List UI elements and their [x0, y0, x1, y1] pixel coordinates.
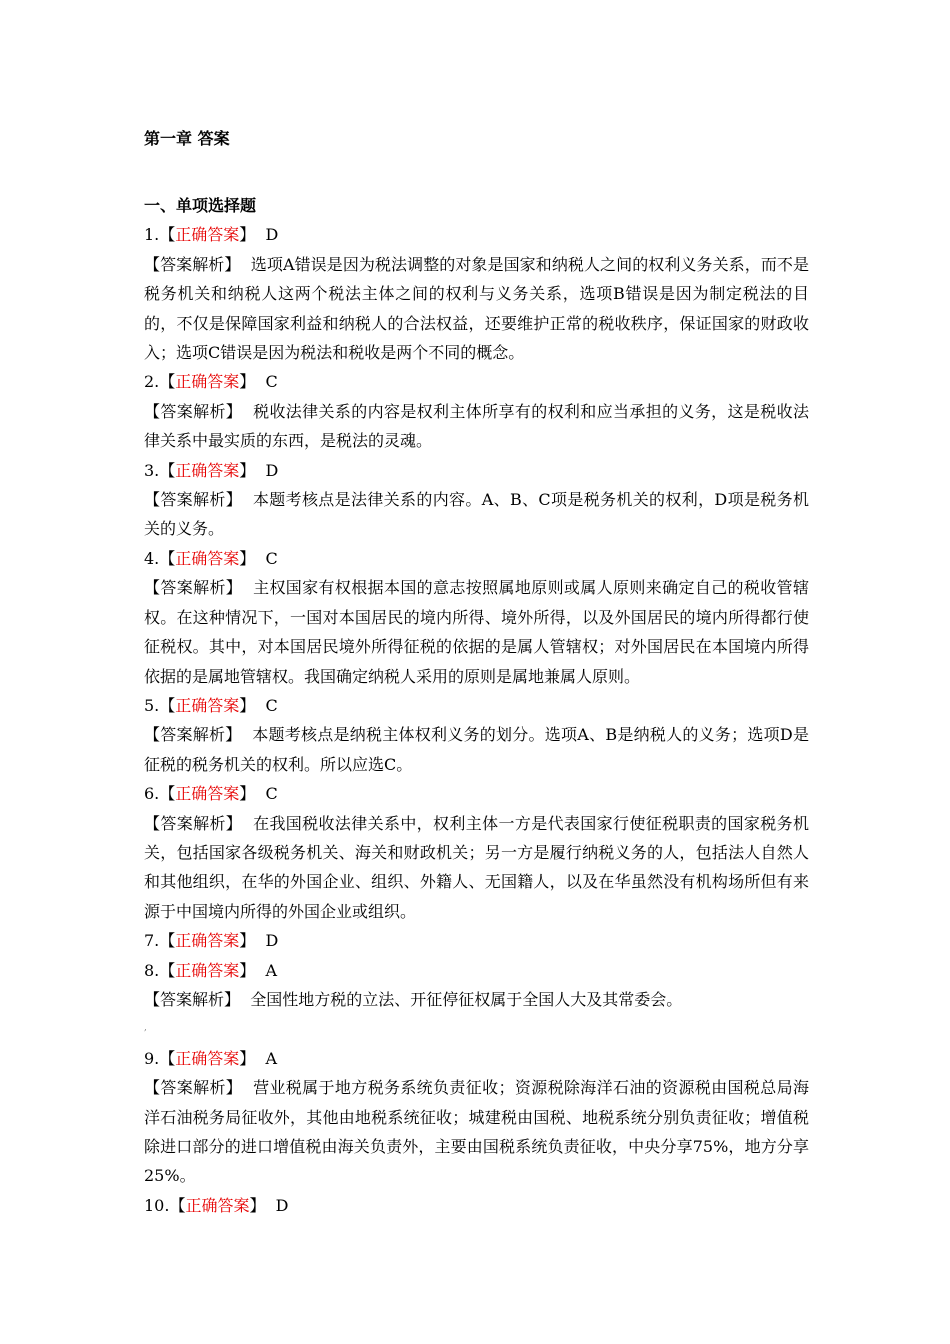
answer-label: 正确答案: [175, 460, 240, 480]
question-number: 1.: [144, 225, 160, 245]
answer-list: [144, 220, 809, 1220]
answer-value: C: [265, 372, 278, 392]
analysis-label: 【答案解析】: [144, 725, 242, 745]
section-title: 一、单项选择题: [144, 196, 257, 215]
answer-label: 正确答案: [175, 1048, 240, 1068]
analysis-text: 本题考核点是法律关系的内容。A、B、C项是税务机关的权利，D项是税务机关的义务。: [144, 490, 809, 539]
chapter-title: 第一章 答案: [144, 129, 230, 148]
answer-label: 正确答案: [175, 931, 240, 951]
analysis-text: 税收法律关系的内容是权利主体所享有的权利和应当承担的义务，这是税收法律关系中最实质的东西，是税法的灵魂。: [144, 401, 809, 451]
bracket-open: 【: [159, 460, 176, 480]
answer-line: [144, 544, 809, 573]
question-number: 9.: [144, 1048, 160, 1068]
answer-value: D: [265, 931, 279, 951]
stray-mark: ,: [144, 1023, 147, 1034]
question-number: 5.: [144, 695, 160, 715]
analysis-label: 【答案解析】: [144, 254, 241, 274]
bracket-open: 【: [159, 695, 176, 715]
analysis-text: 全国性地方税的立法、开征停征权属于全国人大及其常委会。: [250, 989, 683, 1009]
answer-line: [144, 779, 809, 808]
bracket-close: 】: [249, 1195, 266, 1215]
bracket-close: 】: [239, 960, 256, 980]
bracket-open: 【: [159, 1048, 176, 1068]
document-page: [144, 126, 809, 1220]
bracket-close: 】: [239, 460, 256, 480]
answer-value: A: [265, 1048, 278, 1068]
bracket-open: 【: [159, 931, 176, 951]
answer-line: [144, 926, 809, 955]
analysis-label: 【答案解析】: [144, 578, 243, 598]
question-number: 2.: [144, 372, 160, 392]
answer-value: D: [265, 460, 279, 480]
answer-label: 正确答案: [185, 1195, 250, 1215]
question-number: 3.: [144, 460, 160, 480]
bracket-close: 】: [239, 1048, 256, 1068]
answer-value: C: [265, 784, 278, 804]
analysis-text: 营业税属于地方税务系统负责征收；资源税除海洋石油的资源税由国税总局海洋石油税务局征收外，其他由地税系统征收；城建税由国税、地税系统分别负责征收；增值税除进口部分的进口增值税由海关负责外，主要由国税系统负责征收，中央分享75%，地方分享25%。: [144, 1078, 809, 1186]
answer-label: 正确答案: [175, 372, 240, 392]
answer-line: [144, 691, 809, 720]
answer-value: A: [265, 960, 278, 980]
answer-label: 正确答案: [175, 225, 240, 245]
answer-line: [144, 367, 809, 396]
analysis-paragraph: [144, 720, 809, 779]
question-number: 6.: [144, 784, 160, 804]
bracket-open: 【: [159, 225, 176, 245]
answer-value: C: [265, 695, 278, 715]
bracket-close: 】: [239, 548, 256, 568]
bracket-open: 【: [169, 1195, 186, 1215]
question-number: 8.: [144, 960, 160, 980]
answer-line: [144, 220, 809, 249]
answer-label: 正确答案: [175, 695, 240, 715]
analysis-label: 【答案解析】: [144, 401, 243, 421]
analysis-label: 【答案解析】: [144, 813, 243, 833]
analysis-paragraph: [144, 985, 809, 1014]
answer-line: [144, 456, 809, 485]
bracket-open: 【: [159, 372, 176, 392]
analysis-text: 本题考核点是纳税主体权利义务的划分。选项A、B是纳税人的义务；选项D是征税的税务机关的权利。所以应选C。: [144, 725, 809, 774]
analysis-label: 【答案解析】: [144, 989, 241, 1009]
bracket-close: 】: [239, 695, 256, 715]
analysis-text: 在我国税收法律关系中，权利主体一方是代表国家行使征税职责的国家税务机关，包括国家各级税务机关、海关和财政机关；另一方是履行纳税义务的人，包括法人自然人和其他组织，在华的外国企业、组织、外籍人、无国籍人，以及在华虽然没有机构场所但有来源于中国境内所得的外国企业或组织。: [144, 813, 809, 921]
bracket-close: 】: [239, 372, 256, 392]
analysis-label: 【答案解析】: [144, 1078, 243, 1098]
answer-line: [144, 956, 809, 985]
answer-line: [144, 1191, 809, 1220]
bracket-close: 】: [239, 931, 256, 951]
answer-label: 正确答案: [175, 784, 240, 804]
analysis-paragraph: [144, 573, 809, 691]
analysis-paragraph: [144, 1073, 809, 1191]
analysis-paragraph: [144, 250, 809, 368]
answer-label: 正确答案: [175, 548, 240, 568]
analysis-paragraph: [144, 485, 809, 544]
question-number: 4.: [144, 548, 160, 568]
analysis-paragraph: [144, 397, 809, 456]
answer-label: 正确答案: [175, 960, 240, 980]
analysis-text: 主权国家有权根据本国的意志按照属地原则或属人原则来确定自己的税收管辖权。在这种情况下，一国对本国居民的境内所得、境外所得，以及外国居民的境内所得都行使征税权。其中，对本国居民境外所得征税的依据的是属人管辖权；对外国居民在本国境内所得依据的是属地管辖权。我国确定纳税人采用的原则是属地兼属人原则。: [144, 578, 809, 686]
bracket-close: 】: [239, 784, 256, 804]
answer-line: [144, 1044, 809, 1073]
bracket-close: 】: [239, 225, 256, 245]
bracket-open: 【: [159, 784, 176, 804]
question-number: 7.: [144, 931, 160, 951]
question-number: 10.: [144, 1195, 170, 1215]
bracket-open: 【: [159, 548, 176, 568]
analysis-text: 选项A错误是因为税法调整的对象是国家和纳税人之间的权利义务关系，而不是税务机关和纳税人这两个税法主体之间的权利与义务关系，选项B错误是因为制定税法的目的，不仅是保障国家利益和纳税人的合法权益，还要维护正常的税收秩序，保证国家的财政收入；选项C错误是因为税法和税收是两个不同的概念。: [144, 254, 809, 363]
answer-value: C: [265, 548, 278, 568]
analysis-paragraph: [144, 809, 809, 927]
analysis-label: 【答案解析】: [144, 490, 243, 510]
answer-value: D: [265, 225, 279, 245]
bracket-open: 【: [159, 960, 176, 980]
answer-value: D: [275, 1195, 289, 1215]
